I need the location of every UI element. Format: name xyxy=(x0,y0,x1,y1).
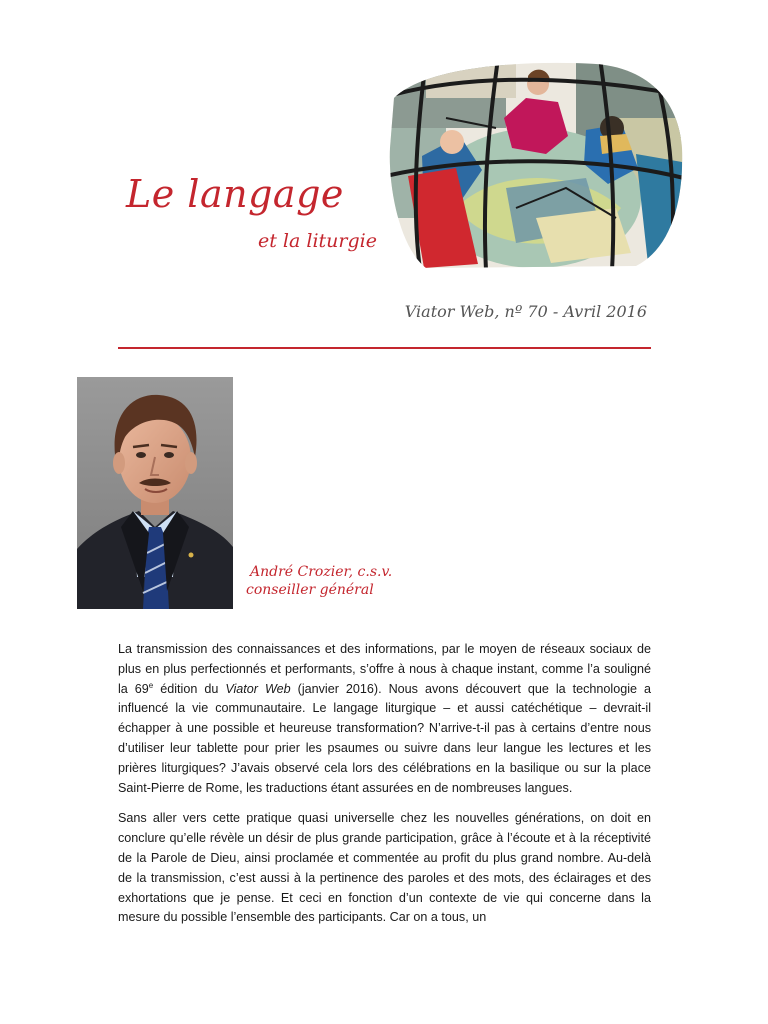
page-subtitle: et la liturgie xyxy=(258,230,377,252)
paragraph-1-text-a: La transmission des connaissances et des informations, par le moyen de réseaux sociaux de plus en plus perfectionnés et performants, s’offre à nous à chaque instant, comme l’a souligné la 69 xyxy=(118,642,651,696)
paragraph-1-text-b: édition du xyxy=(153,681,226,696)
page-title: Le langage xyxy=(126,172,344,216)
author-name: André Crozier, c.s.v. xyxy=(250,564,393,580)
issue-info: Viator Web, nº 70 - Avril 2016 xyxy=(404,302,647,321)
abstract-group-illustration xyxy=(386,58,684,270)
author-block xyxy=(246,563,392,599)
article-body xyxy=(118,640,651,939)
author-role: conseiller général xyxy=(246,582,374,598)
article-paragraph-1 xyxy=(118,640,651,798)
author-portrait-photo xyxy=(77,377,233,609)
paragraph-1-emphasis: Viator Web xyxy=(225,681,291,696)
divider-line xyxy=(118,347,651,349)
article-paragraph-2: Sans aller vers cette pratique quasi universelle chez les nouvelles générations, on doit en conclure qu’elle révèle un désir de plus grande participation, grâce à l’écoute et à la réceptivité de la Parole de Dieu, ainsi proclamée et commentée au profit du plus grand nombre. Au-delà de la transmission, c’est aussi à la pertinence des paroles et des mots, des éclairages et des exhortations que je pense. Et ceci en fonction d’un contexte de vie qui concerne dans la mesure du possible l’ensemble des participants. Car on a tous, un xyxy=(118,811,651,925)
paragraph-1-text-c: (janvier 2016). Nous avons découvert que la technologie a influencé la vie communautaire. Le langage liturgique – et aussi catéchétique – devrait-il échapper à une possible et heureuse transformation? N’arrive-t-il pas à certains d’entre nous d’utiliser leur tablette pour prier les psaumes ou suivre dans leur langue les lectures et les prières liturgiques? J’avais observé cela lors des célébrations en la basilique ou sur la place Saint-Pierre de Rome, les traductions étant assurées en de nombreuses langues. xyxy=(118,681,652,795)
paragraph-1-superscript: e xyxy=(148,680,154,690)
